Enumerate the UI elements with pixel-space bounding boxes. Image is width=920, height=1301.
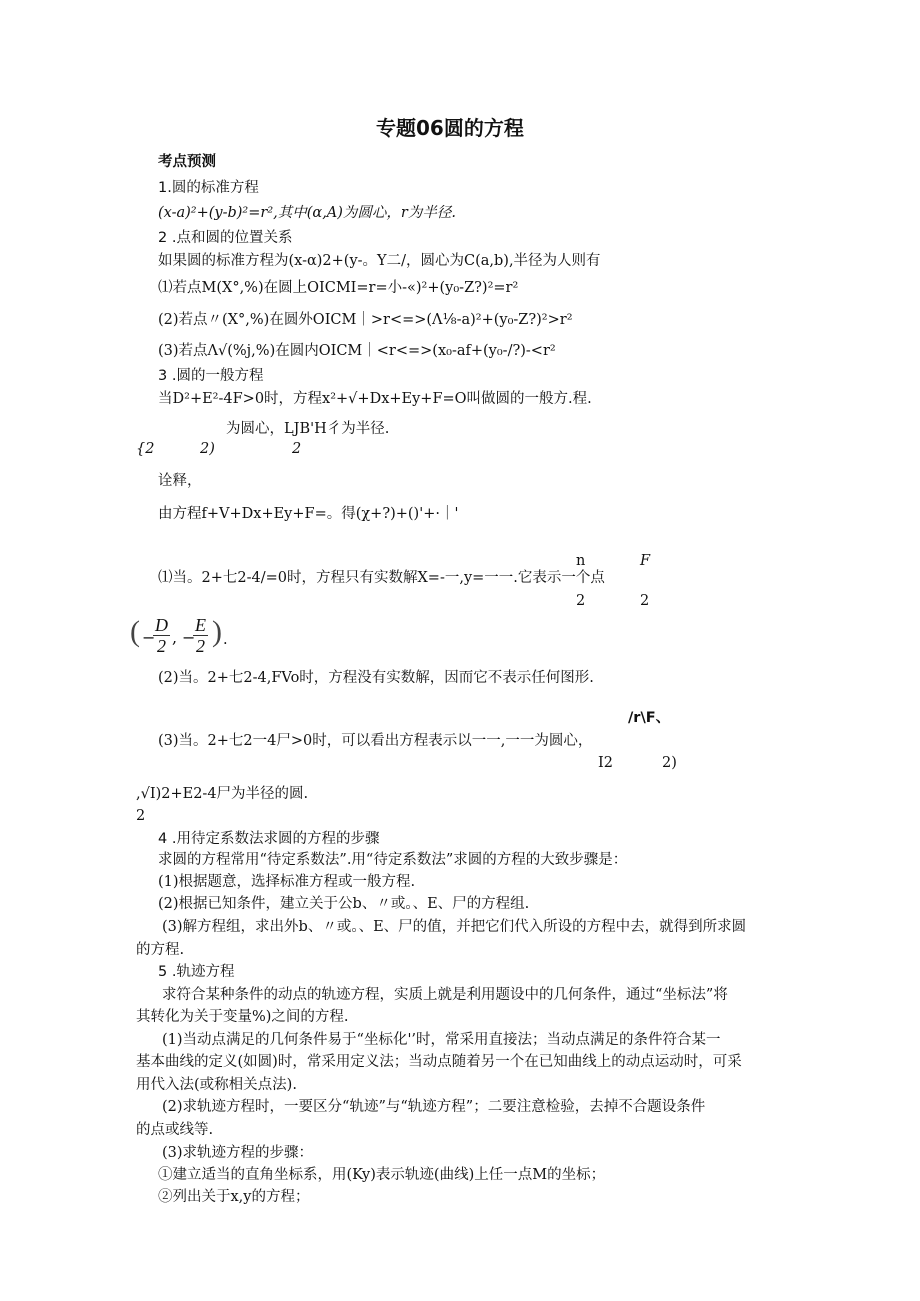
s3-case2: (2)当。2+七2-4,FVo时，方程没有实数解，因而它不表示任何图形. xyxy=(158,670,594,686)
point-minus-1: − xyxy=(142,628,156,647)
s5-p2b: 基本曲线的定义(如圆)时，常采用定义法；当动点随着另一个在已知曲线上的动点运动时，可采 xyxy=(136,1054,742,1070)
point-left-paren: ( xyxy=(130,615,140,648)
s2-heading: 2 .点和圆的位置关系 xyxy=(158,230,293,246)
s5-p1b: 其转化为关于变量%)之间的方程. xyxy=(136,1009,349,1025)
s3-line3c: 2 xyxy=(292,441,302,457)
s2-case3: (3)若点Λ√(%j,%)在圆内OICM｜<r<=>(x₀-af+(y₀-/?)-<r² xyxy=(158,343,556,359)
s2-case2: (2)若点〃(X°,%)在圆外OICM｜>r<=>(Λ⅛-a)²+(y₀-Z?)²>r² xyxy=(158,312,573,328)
s3-case1-den1: 2 xyxy=(576,593,586,609)
s1-equation: (x-a)²+(y-b)²=r²,其中(α,A)为圆心，r为半径. xyxy=(158,205,456,221)
s5-p4: (3)求轨迹方程的步骤： xyxy=(162,1145,314,1161)
point-right-paren: ) xyxy=(212,615,222,648)
s3-heading: 3 .圆的一般方程 xyxy=(158,368,264,384)
s4-line4: (3)解方程组，求出外b、〃或。、E、尸的值，并把它们代入所设的方程中去，就得到所求圆 xyxy=(162,919,747,935)
s3-case3-tail2: 2 xyxy=(136,808,146,824)
s4-line3: (2)根据已知条件，建立关于公b、〃或。、E、尸的方程组. xyxy=(158,896,530,912)
s1-heading: 1.圆的标准方程 xyxy=(158,180,259,196)
point-minus-2: − xyxy=(182,628,196,647)
s2-case1: ⑴若点M(X°,%)在圆上OICMI=r=小-«)²+(y₀-Z?)²=r² xyxy=(158,280,519,296)
s3-case3-tail: ,√I)2+E2-4尸为半径的圆. xyxy=(136,786,309,802)
point-den-e: 2 xyxy=(196,636,205,656)
s3-case3-bot2: 2) xyxy=(662,755,677,771)
s3-case3: (3)当。2+七2一4尸>0时，可以看出方程表示以一一,一一为圆心， xyxy=(158,733,593,749)
s3-line3a: {2 xyxy=(136,441,155,457)
page-title: 专题06圆的方程 xyxy=(376,116,524,140)
s2-intro: 如果圆的标准方程为(x-α)2+(y-。Y二/，圆心为C(a,b),半径为人则有 xyxy=(158,253,601,269)
s5-p3b: 的点或线等. xyxy=(136,1122,214,1138)
s5-p6: ②列出关于x,y的方程； xyxy=(158,1189,310,1205)
s4-line5: 的方程. xyxy=(136,942,185,958)
point-den-d: 2 xyxy=(157,636,166,656)
s3-line1: 当D²+E²-4F>0时，方程x²+√+Dx+Ey+F=O叫做圆的一般方.程. xyxy=(158,391,592,407)
section-label: 考点预测 xyxy=(158,154,216,170)
point-fraction-d xyxy=(153,615,170,656)
s3-n-label: n xyxy=(576,553,586,569)
point-comma: , xyxy=(172,628,178,647)
s3-f-label: F xyxy=(640,553,651,569)
s5-p1a: 求符合某种条件的动点的轨迹方程，实质上就是利用题设中的几何条件，通过“坐标法”将 xyxy=(162,987,728,1003)
s3-note: 诠释， xyxy=(158,473,202,489)
point-period: . xyxy=(223,632,228,648)
point-fraction-e xyxy=(193,615,208,656)
s3-case1-den2: 2 xyxy=(640,593,650,609)
s3-case3-top: /r\F、 xyxy=(628,710,671,726)
s3-line2: 为圆心，LJB'H彳为半径. xyxy=(226,421,390,437)
s3-line3b: 2) xyxy=(200,441,215,457)
s5-heading: 5 .轨迹方程 xyxy=(158,964,235,980)
s3-derive: 由方程f+V+Dx+Ey+F=。得(χ+?)+()'+·｜' xyxy=(158,506,459,522)
s5-p3a: (2)求轨迹方程时，一要区分“轨迹”与“轨迹方程”；二要注意检验，去掉不合题设条件 xyxy=(162,1099,706,1115)
s5-p2c: 用代入法(或称相关点法). xyxy=(136,1077,297,1093)
point-num-e: E xyxy=(195,615,206,635)
s5-p2a: (1)当动点满足的几何条件易于“坐标化'’时，常采用直接法；当动点满足的条件符合某一 xyxy=(162,1032,721,1048)
s3-case3-bot1: I2 xyxy=(598,755,613,771)
point-num-d: D xyxy=(155,615,168,635)
s4-line1: 求圆的方程常用“待定系数法”.用“待定系数法”求圆的方程的大致步骤是： xyxy=(158,852,628,868)
s4-line2: (1)根据题意，选择标准方程或一般方程. xyxy=(158,874,416,890)
s3-case1: ⑴当。2+七2-4/=0时，方程只有实数解X=-一,y=一一.它表示一个点 xyxy=(158,570,605,586)
s5-p5: ①建立适当的直角坐标系，用(Ky)表示轨迹(曲线)上任一点M的坐标； xyxy=(158,1167,606,1183)
s4-heading: 4 .用待定系数法求圆的方程的步骤 xyxy=(158,831,380,847)
